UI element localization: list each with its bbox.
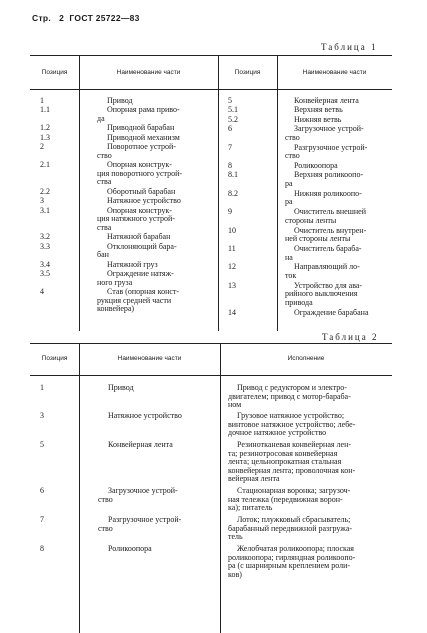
- table-row-position: 7: [40, 515, 44, 524]
- table-row-name-line: ра: [285, 179, 293, 188]
- table-row-name-line: Устройство для ава-: [294, 280, 363, 290]
- table-row-name-line: Ограждение барабана: [294, 307, 369, 317]
- table-row-position: 3.4: [40, 259, 50, 269]
- table-row-name-line: Оборотный барабан: [107, 186, 176, 196]
- table-row-position: 5: [40, 440, 44, 449]
- table-row-position: 9: [228, 207, 232, 217]
- table-row-execution-line: винтовое натяжное устройство; лебе-: [228, 419, 356, 429]
- table-row-name-line: Опорная конструк-: [107, 205, 172, 215]
- table-row-name-line: Натяжной груз: [107, 259, 158, 269]
- table-row-name-line: ство: [285, 132, 300, 142]
- table-row-name-line: стороны ленты: [285, 215, 337, 225]
- table-row-name-line: Верхняя роликоопо-: [294, 170, 364, 180]
- t1-divider-2: [218, 55, 219, 331]
- table-row-position: 8: [228, 161, 232, 170]
- table-row-name-line: Нижняя ветвь: [294, 114, 342, 124]
- table-row-name-line: Поворотное устрой-: [107, 142, 176, 152]
- table-row-execution-line: тель: [228, 532, 243, 542]
- table-row-position: 12: [228, 262, 236, 272]
- table-row-position: 1.1: [40, 105, 50, 115]
- table-row-name-line: Привод: [108, 383, 134, 392]
- t1-col-position-left: Позиция: [41, 69, 68, 76]
- table-row-name-line: Роликоопора: [294, 161, 338, 170]
- table-row-name-line: Конвейерная лента: [294, 96, 359, 105]
- table2-caption: Таблица 2: [322, 332, 379, 342]
- page-label: Стр.: [32, 13, 52, 23]
- t2-divider-2: [220, 343, 221, 633]
- t2-col-name: Наименование части: [117, 355, 182, 362]
- table-row-position: 3: [40, 411, 44, 420]
- table-row-position: 10: [228, 225, 236, 235]
- table-row-name-line: Очиститель внешней: [294, 207, 366, 217]
- table-row-name-line: ция поворотного устрой-: [97, 168, 183, 178]
- table-row-name-line: Верхняя ветвь: [294, 105, 343, 115]
- table-row-name-line: Опорная конструк-: [107, 160, 172, 170]
- table-row-position: 1.3: [40, 132, 50, 142]
- table-row-name-line: Нижняя роликоопо-: [294, 188, 362, 198]
- table-row-position: 4: [40, 287, 44, 296]
- t1-col-name-right: Наименование части: [302, 69, 367, 76]
- table-row-position: 3.3: [40, 241, 50, 251]
- table-row-position: 2: [40, 142, 44, 152]
- table-row-name-line: Натяжное устройство: [107, 196, 181, 206]
- table-row-execution-line: барабанный передвижной разгружа-: [228, 523, 353, 533]
- table-row-name-line: ра: [285, 197, 293, 207]
- t2-col-execution: Исполнение: [287, 355, 325, 362]
- table-row-name-line: Разгрузочное устрой-: [294, 142, 368, 152]
- table1-header-rule: [30, 89, 392, 90]
- table-row-name-line: ство: [285, 151, 300, 161]
- table-row-name-line: Отклоняющий бара-: [107, 241, 177, 251]
- table-row-position: 8.1: [228, 170, 238, 180]
- page-number: 2: [59, 13, 65, 23]
- table-row-position: 5: [228, 96, 232, 105]
- table-row-name-line: ция натяжного устрой-: [97, 214, 175, 224]
- table-row-execution-line: Грузовое натяжное устройство;: [237, 411, 345, 420]
- table-row-execution-line: конвейерная лента; проволочная кон-: [228, 465, 356, 475]
- t1-col-position-right: Позиция: [234, 69, 261, 76]
- table-row-name-line: Загрузочное устрой-: [108, 486, 178, 495]
- table-row-execution-line: ра (с шарнирным креплением роли-: [228, 561, 351, 571]
- table-row-execution-line: ка); питатель: [228, 503, 273, 513]
- table-row-name-line: ство: [97, 150, 112, 160]
- table-row-position: 5.2: [228, 114, 238, 124]
- table1-caption: Таблица 1: [321, 42, 378, 52]
- table-row-name-line: Натяжной барабан: [107, 232, 171, 242]
- table-row-name-line: ство: [98, 494, 113, 504]
- table-row-execution-line: лента; цельнопрокатная стальная: [228, 457, 342, 467]
- table-row-name-line: Очиститель бараба-: [294, 244, 362, 253]
- table-row-execution-line: Резинотканевая конвейерная лен-: [237, 440, 352, 449]
- table-row-name-line: Привод: [107, 96, 133, 105]
- t2-col-position: Позиция: [41, 355, 68, 362]
- table-row-execution-line: роликоопора; гирляндная роликоопо-: [228, 552, 356, 562]
- table-row-position: 7: [228, 142, 232, 152]
- table-row-execution-line: Желобчатая роликоопора; плоская: [237, 544, 354, 553]
- table-row-name-line: бан: [97, 250, 109, 260]
- table-row-position: 1: [40, 96, 44, 105]
- table-row-position: 8: [40, 544, 44, 553]
- table-row-position: 2.2: [40, 186, 50, 196]
- table-row-position: 14: [228, 307, 236, 317]
- table-row-name-line: ство: [98, 523, 113, 533]
- table-row-position: 3.1: [40, 205, 50, 215]
- table-row-execution-line: двигателем; привод с мотор-бараба-: [228, 391, 351, 401]
- table-row-name-line: Загрузочное устрой-: [294, 124, 364, 134]
- table-row-position: 2.1: [40, 160, 50, 170]
- table-row-name-line: Конвейерная лента: [108, 440, 173, 449]
- table-row-name-line: Натяжное устройство: [108, 411, 182, 420]
- table-row-name-line: ства: [97, 222, 112, 232]
- table-row-position: 5.1: [228, 105, 238, 115]
- table-row-name-line: Приводной механизм: [107, 132, 180, 142]
- table-row-position: 13: [228, 280, 236, 290]
- table-row-position: 11: [228, 244, 236, 253]
- table-row-position: 6: [40, 486, 44, 495]
- table-row-name-line: ток: [285, 271, 297, 280]
- table-row-name-line: рийного выключения: [285, 289, 358, 299]
- table-row-name-line: Разгрузочное устрой-: [108, 515, 182, 524]
- table-row-name-line: Очиститель внутрен-: [294, 225, 367, 235]
- table-row-execution-line: Лоток; плужковый сбрасыватель;: [237, 515, 351, 524]
- table-row-name-line: на: [285, 252, 293, 262]
- table2-header-rule: [30, 375, 392, 376]
- table-row-name-line: Ограждение натяж-: [107, 269, 174, 278]
- table-row-position: 3: [40, 196, 44, 206]
- table-row-name-line: Приводной барабан: [107, 123, 175, 133]
- table-row-name-line: привода: [285, 298, 313, 307]
- table-row-name-line: Роликоопора: [108, 544, 152, 553]
- standard-code: ГОСТ 25722—83: [69, 13, 140, 23]
- table-row-name-line: ного груза: [97, 277, 133, 287]
- table-row-position: 3.5: [40, 269, 50, 278]
- table-row-execution-line: ном: [228, 400, 242, 410]
- page-header: [32, 13, 140, 23]
- table-row-position: 3.2: [40, 232, 50, 242]
- table-row-execution-line: ков): [228, 569, 242, 579]
- t1-divider-1: [79, 55, 80, 331]
- table-row-execution-line: та; резинотросовая конвейерная: [228, 448, 338, 458]
- table-row-name-line: рукция средней части: [97, 295, 172, 305]
- table-row-execution-line: Стационарная воронка; загрузоч-: [237, 486, 351, 495]
- t2-divider-1: [79, 343, 80, 633]
- table-row-name-line: Опорная рама приво-: [107, 105, 180, 115]
- table-row-position: 6: [228, 124, 232, 134]
- table1-top-rule: [30, 55, 392, 56]
- table-row-position: 1: [40, 383, 44, 392]
- table-row-execution-line: вейерная лента: [228, 474, 280, 484]
- table-row-execution-line: дочное натяжное устройство: [228, 428, 327, 438]
- table-row-name-line: Направляющий ло-: [294, 262, 360, 272]
- table-row-execution-line: ная тележка (передвижная ворон-: [228, 494, 343, 504]
- table-row-position: 8.2: [228, 188, 238, 198]
- table-row-name-line: Став (опорная конст-: [107, 287, 180, 296]
- table-row-position: 1.2: [40, 123, 50, 133]
- table-row-name-line: да: [97, 114, 105, 123]
- table-row-execution-line: Привод с редуктором и электро-: [237, 383, 347, 392]
- table-row-name-line: ней стороны ленты: [285, 234, 351, 244]
- table-row-name-line: конвейера): [97, 304, 135, 314]
- table-row-name-line: ства: [97, 177, 112, 187]
- t1-divider-3: [277, 55, 278, 331]
- table2-top-rule: [30, 343, 392, 344]
- t1-col-name-left: Наименование части: [116, 69, 181, 76]
